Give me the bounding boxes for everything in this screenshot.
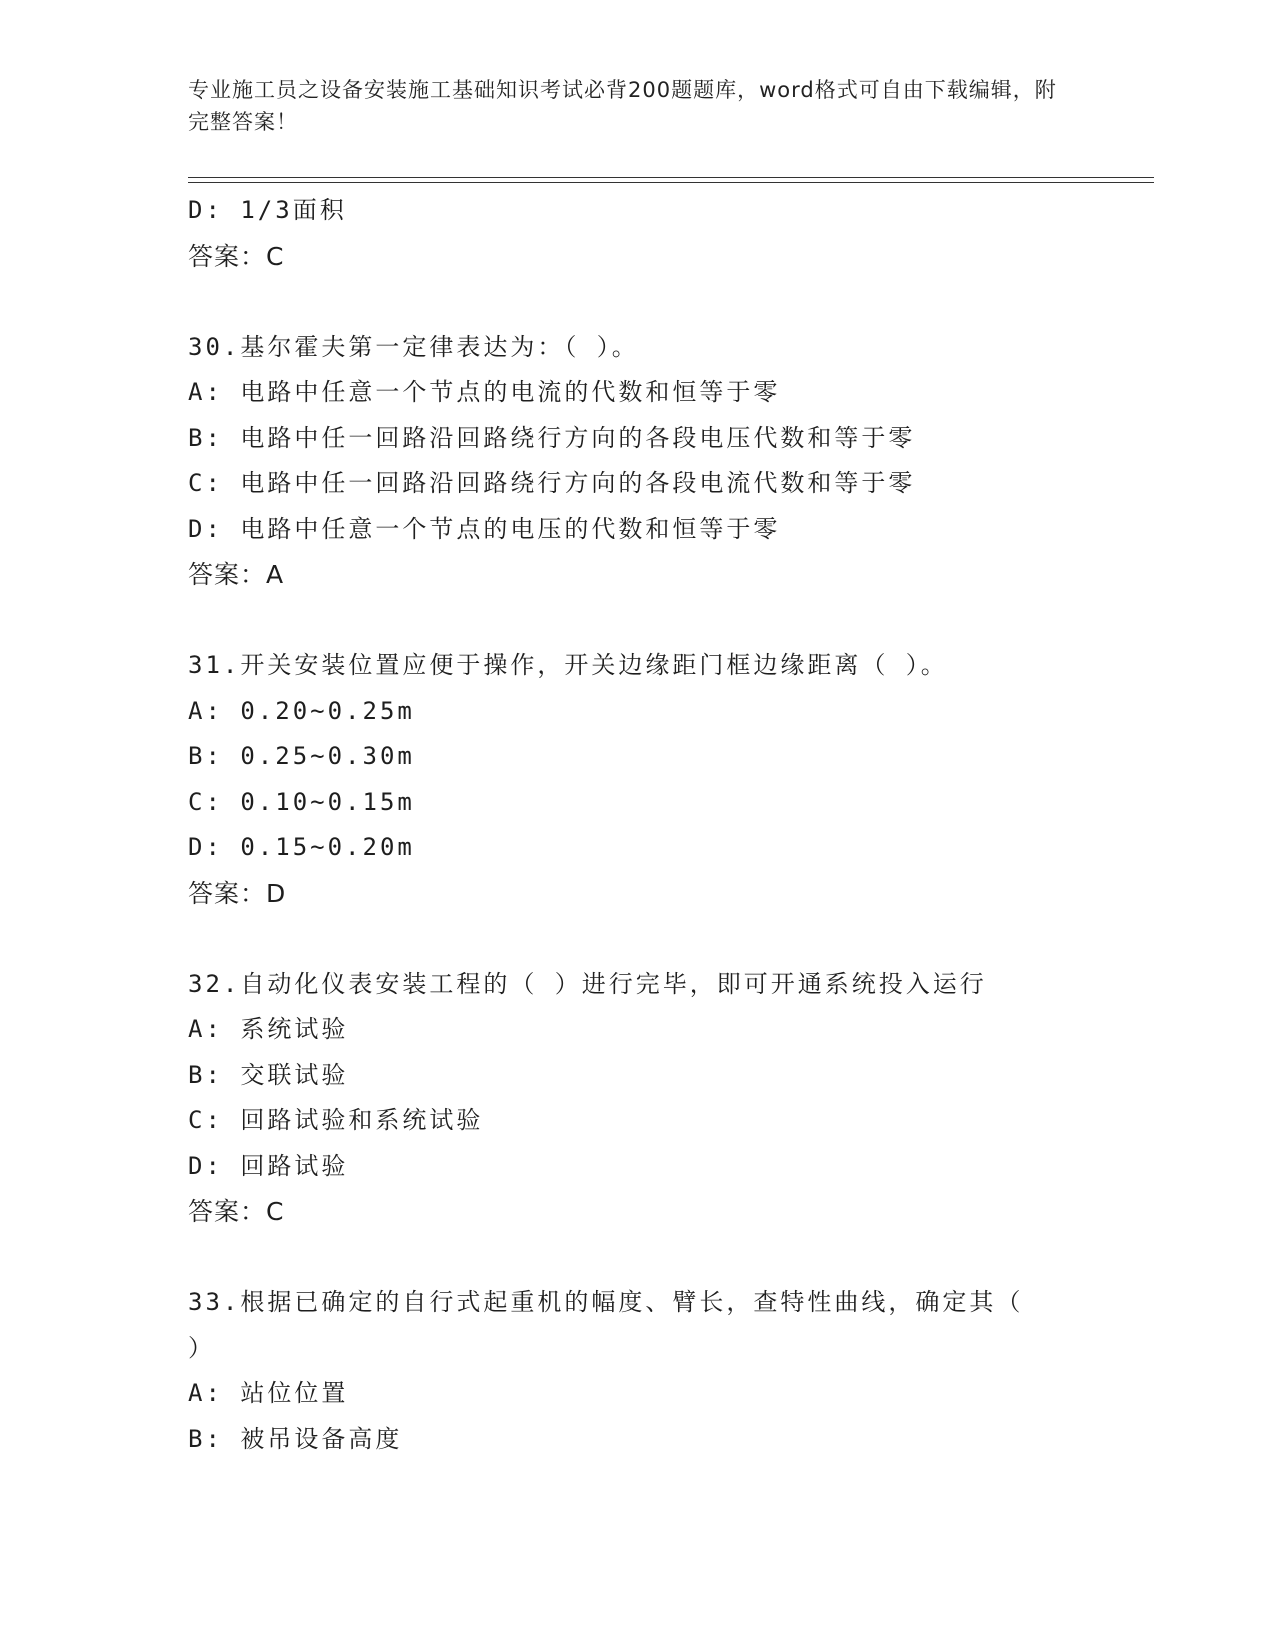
option-c: C: 回路试验和系统试验 (188, 1106, 484, 1134)
spacer (188, 916, 1148, 962)
spacer (188, 598, 1148, 644)
header-rule-top (188, 177, 1154, 178)
option-b: B: 交联试验 (188, 1060, 349, 1089)
option-a: A: 电路中任意一个节点的电流的代数和恒等于零 (188, 378, 781, 406)
option-d: D: 0.15~0.20m (188, 833, 415, 861)
question-stem: 31.开关安装位置应便于操作，开关边缘距门框边缘距离（ ）。 (188, 651, 948, 679)
option-a: A: 0.20~0.25m (188, 696, 415, 725)
question-stem: 32.自动化仪表安装工程的（ ）进行完毕，即可开通系统投入运行 (188, 969, 987, 998)
option-a: A: 站位位置 (188, 1379, 349, 1407)
document-body (188, 188, 1148, 1462)
question-stem: 30.基尔霍夫第一定律表达为：（ ）。 (188, 332, 639, 361)
option-b: B: 0.25~0.30m (188, 742, 415, 770)
question-33 (188, 1280, 1148, 1462)
answer-line: 答案：D (188, 878, 287, 908)
header-rule-bottom (188, 182, 1154, 183)
header-title: 专业施工员之设备安装施工基础知识考试必背200题题库，word格式可自由下载编辑，附完整答案！ (188, 78, 1057, 134)
option-a: A: 系统试验 (188, 1015, 349, 1043)
question-stem-continued: ） (188, 1333, 215, 1362)
answer-line: 答案：C (188, 241, 285, 271)
option-b: B: 电路中任一回路沿回路绕行方向的各段电压代数和等于零 (188, 423, 916, 452)
question-stem: 33.根据已确定的自行式起重机的幅度、臂长，查特性曲线，确定其（ (188, 1288, 1024, 1316)
option-c: C: 电路中任一回路沿回路绕行方向的各段电流代数和等于零 (188, 469, 916, 497)
spacer (188, 279, 1148, 325)
question-30 (188, 325, 1148, 598)
answer-line: 答案：C (188, 1197, 285, 1226)
option-b: B: 被吊设备高度 (188, 1424, 403, 1453)
question-32 (188, 962, 1148, 1235)
option-d: D: 1/3面积 (188, 196, 347, 224)
option-d: D: 回路试验 (188, 1151, 349, 1180)
document-header (188, 74, 1068, 138)
question-31 (188, 643, 1148, 916)
option-c: C: 0.10~0.15m (188, 787, 415, 816)
spacer (188, 1235, 1148, 1281)
option-d: D: 电路中任意一个节点的电压的代数和恒等于零 (188, 514, 781, 543)
answer-line: 答案：A (188, 560, 285, 589)
